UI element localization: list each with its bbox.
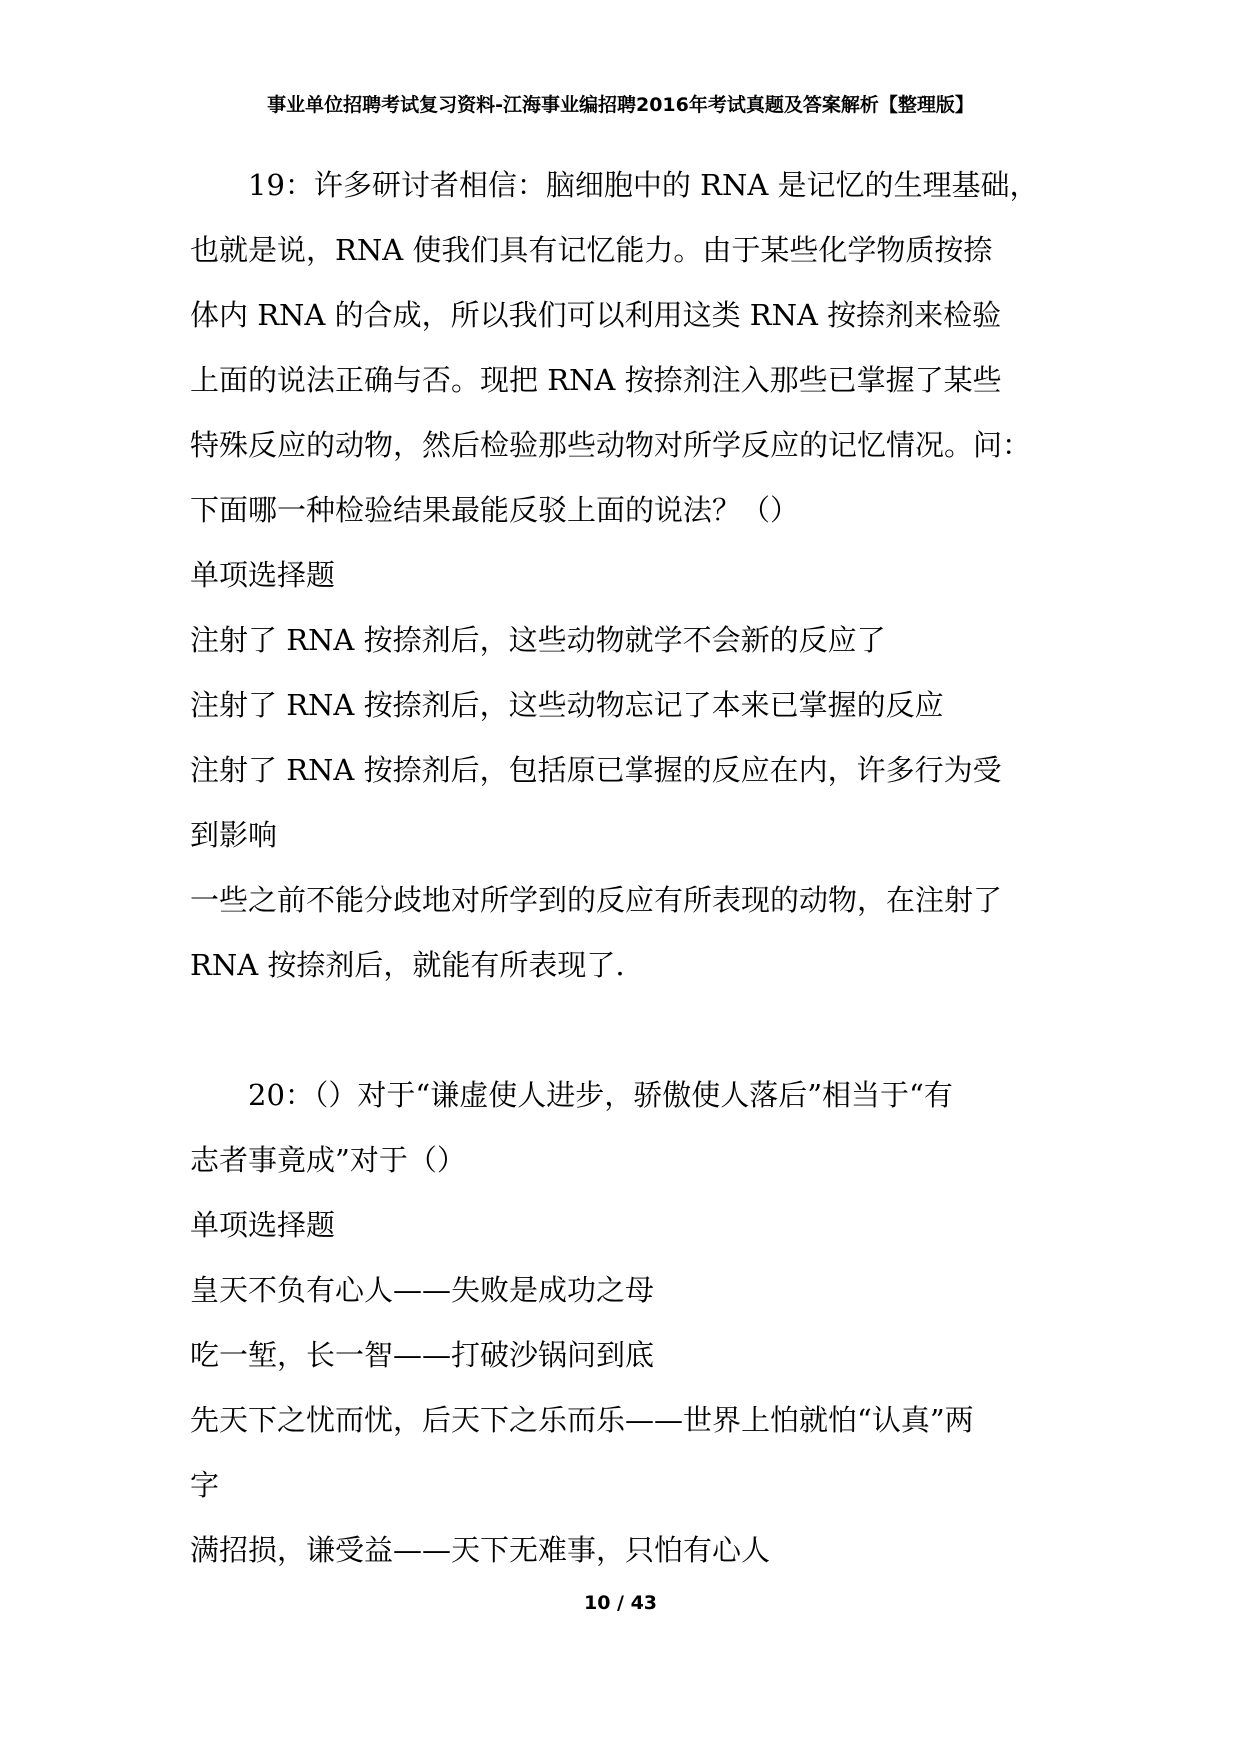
question-20-stem-line-1: 20：（）对于“谦虚使人进步，骄傲使人落后”相当于“有 [248, 1078, 953, 1112]
question-19-option-line: 到影响 [190, 818, 278, 852]
question-19-option-line: RNA 按捺剂后，就能有所表现了. [190, 948, 625, 982]
question-19 [190, 153, 1070, 998]
question-20-option-line: 先天下之忧而忧，后天下之乐而乐——世界上怕就怕“认真”两 [190, 1403, 974, 1437]
question-19-option-line: 注射了 RNA 按捺剂后，这些动物就学不会新的反应了 [190, 623, 886, 657]
question-19-stem-line-6: 下面哪一种检验结果最能反驳上面的说法？（） [190, 493, 800, 527]
question-20-option-line: 满招损，谦受益——天下无难事，只怕有心人 [190, 1533, 771, 1567]
question-19-stem-line-5: 特殊反应的动物，然后检验那些动物对所学反应的记忆情况。问： [190, 428, 1032, 462]
question-19-stem-line-2: 也就是说，RNA 使我们具有记忆能力。由于某些化学物质按捺 [190, 233, 993, 267]
question-19-stem-line-1: 19：许多研讨者相信：脑细胞中的 RNA 是记忆的生理基础， [248, 168, 1039, 202]
page-header-title: 事业单位招聘考试复习资料-江海事业编招聘2016年考试真题及答案解析【整理版】 [267, 94, 974, 116]
question-19-option-line: 注射了 RNA 按捺剂后，这些动物忘记了本来已掌握的反应 [190, 688, 944, 722]
question-20-option-line: 皇天不负有心人——失败是成功之母 [190, 1273, 655, 1307]
page-number: 10 / 43 [583, 1592, 658, 1614]
question-19-stem-line-4: 上面的说法正确与否。现把 RNA 按捺剂注入那些已掌握了某些 [190, 363, 1002, 397]
question-20 [190, 1063, 1070, 1583]
question-spacer [190, 998, 1070, 1063]
question-20-type: 单项选择题 [190, 1208, 336, 1242]
question-19-option-line: 注射了 RNA 按捺剂后，包括原已掌握的反应在内，许多行为受 [190, 753, 1002, 787]
question-19-stem-line-3: 体内 RNA 的合成，所以我们可以利用这类 RNA 按捺剂来检验 [190, 298, 1002, 332]
question-20-option-line: 字 [190, 1468, 220, 1502]
document-body [190, 153, 1070, 1583]
question-20-option-line: 吃一堑，长一智——打破沙锅问到底 [190, 1338, 655, 1372]
question-19-option-line: 一些之前不能分歧地对所学到的反应有所表现的动物，在注射了 [190, 883, 1003, 917]
question-20-stem-line-2: 志者事竟成”对于（） [190, 1143, 466, 1177]
question-19-type: 单项选择题 [190, 558, 336, 592]
